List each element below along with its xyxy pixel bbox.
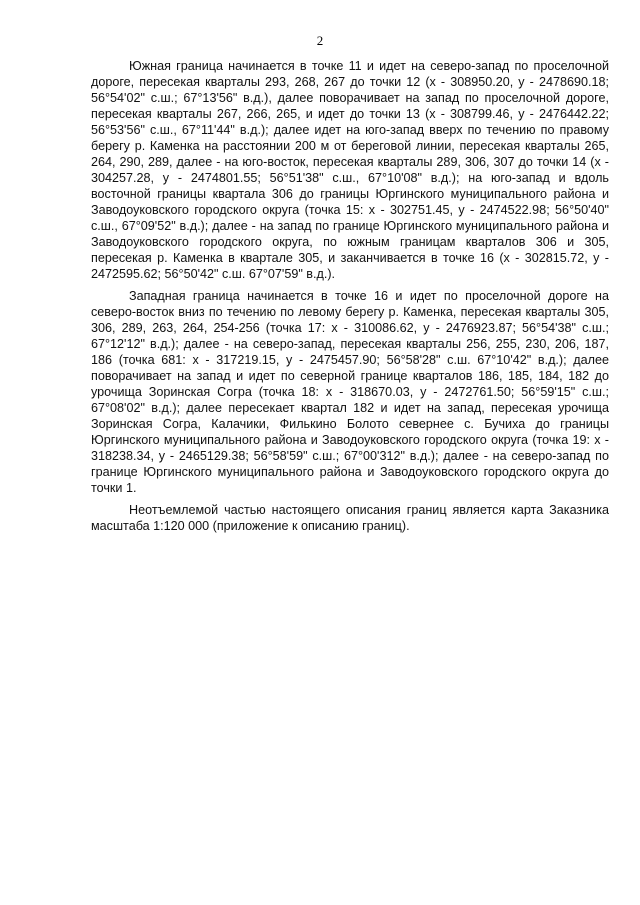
document-body	[91, 58, 609, 540]
paragraph-map-reference: Неотъемлемой частью настоящего описания границ является карта Заказника масштаба 1:120 000 (приложение к описанию границ).	[91, 503, 609, 533]
page-number: 2	[316, 33, 324, 48]
paragraph-south-boundary: Южная граница начинается в точке 11 и идет на северо-запад по проселочной дороге, пересекая кварталы 293, 268, 267 до точки 12 (х - 308950.20, у - 2478690.18; 56°54'02" с.ш.; 67°13'56" в.д.), далее поворачивает на запад по проселочной дороге, пересекая кварталы 267, 266, 265, и идет до точки 13 (х - 308799.46, у - 2476442.22; 56°53'56" с.ш., 67°11'44" в.д.); далее идет на юго-запад вверх по течению по правому берегу р. Каменка на расстоянии 200 м от береговой линии, пересекая кварталы 265, 264, 290, 289, далее - на юго-восток, пересекая кварталы 289, 306, 307 до точки 14 (х - 304257.28, у - 2474801.55; 56°51'38" с.ш., 67°10'08" в.д.); на юго-запад и вдоль восточной границы квартала 306 до границы Юргинского муниципального района и Заводоуковского городского округа (точка 15: х - 302751.45, у - 2474522.98; 56°50'40" с.ш., 67°09'52" в.д.); далее - на запад по границе Юргинского муниципального района и Заводоуковского городского округа, по южным границам кварталов 306 и 305, пересекая р. Каменка в квартале 305, и заканчивается в точке 16 (х - 302815.72, у - 2472595.62; 56°50'42" с.ш. 67°07'59" в.д.).	[91, 59, 609, 281]
paragraph-west-boundary: Западная граница начинается в точке 16 и идет по проселочной дороге на северо-восток вниз по течению по левому берегу р. Каменка, пересекая кварталы 305, 306, 289, 263, 264, 254-256 (точка 17: х - 310086.62, у - 2476923.87; 56°54'38" с.ш.; 67°12'12" в.д.); далее - на северо-запад, пересекая кварталы 256, 255, 230, 206, 187, 186 (точка 681: х - 317219.15, у - 2475457.90; 56°58'28" с.ш. 67°10'42" в.д.); далее поворачивает на запад и идет по северной границе кварталов 186, 185, 184, 182 до урочища Зоринская Согра (точка 18: х - 318670.03, у - 2472761.50; 56°59'15" с.ш.; 67°08'02" в.д.); далее пересекает квартал 182 и идет на запад, пересекая урочища Зоринская Согра, Калачики, Филькино Болото севернее с. Бучиха до границы Юргинского муниципального района и Заводоуковского городского округа (точка 19: х - 318238.34, у - 2465129.38; 56°58'59" с.ш.; 67°00'312" в.д.); далее - на северо-запад по границе Юргинского муниципального района и Заводоуковского городского округа до точки 1.	[91, 289, 609, 495]
